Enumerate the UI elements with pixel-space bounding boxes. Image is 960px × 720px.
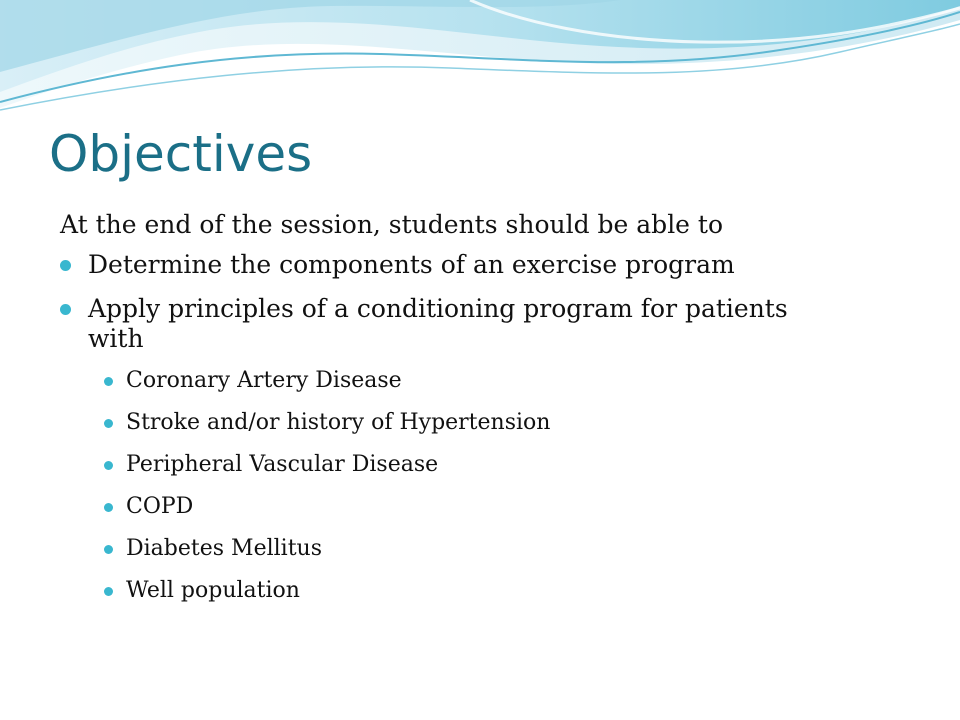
- sub-bullet-dot-icon: [104, 461, 113, 470]
- bullet-text: Apply principles of a conditioning program for patients with: [88, 294, 788, 353]
- sub-bullet-item: [98, 366, 850, 396]
- bullet-text: Determine the components of an exercise program: [88, 250, 735, 279]
- sub-bullet-text: Stroke and/or history of Hypertension: [126, 410, 551, 435]
- sub-bullet-dot-icon: [104, 587, 113, 596]
- sub-bullet-dot-icon: [104, 545, 113, 554]
- sub-bullet-item: [98, 576, 850, 606]
- bullet-dot-icon: [60, 304, 71, 315]
- intro-text: At the end of the session, students should be able to: [60, 210, 724, 239]
- sub-bullet-item: [98, 450, 850, 480]
- sub-bullet-dot-icon: [104, 419, 113, 428]
- bullet-dot-icon: [60, 260, 71, 271]
- header-wave-decoration: [0, 0, 960, 120]
- sub-bullet-item: [98, 534, 850, 564]
- sub-bullet-item: [98, 408, 850, 438]
- sub-bullet-text: Peripheral Vascular Disease: [126, 452, 439, 477]
- sub-bullet-dot-icon: [104, 503, 113, 512]
- slide-title: Objectives: [49, 125, 313, 183]
- sub-bullet-text: Coronary Artery Disease: [126, 368, 402, 393]
- sub-bullet-text: Well population: [126, 578, 300, 603]
- bullet-list: [60, 250, 850, 620]
- sub-bullet-text: COPD: [126, 494, 194, 519]
- sub-bullet-item: [98, 492, 850, 522]
- bullet-item: [60, 294, 850, 606]
- sub-bullet-text: Diabetes Mellitus: [126, 536, 322, 561]
- sub-bullet-list: [98, 366, 850, 606]
- bullet-item: [60, 250, 850, 280]
- sub-bullet-dot-icon: [104, 377, 113, 386]
